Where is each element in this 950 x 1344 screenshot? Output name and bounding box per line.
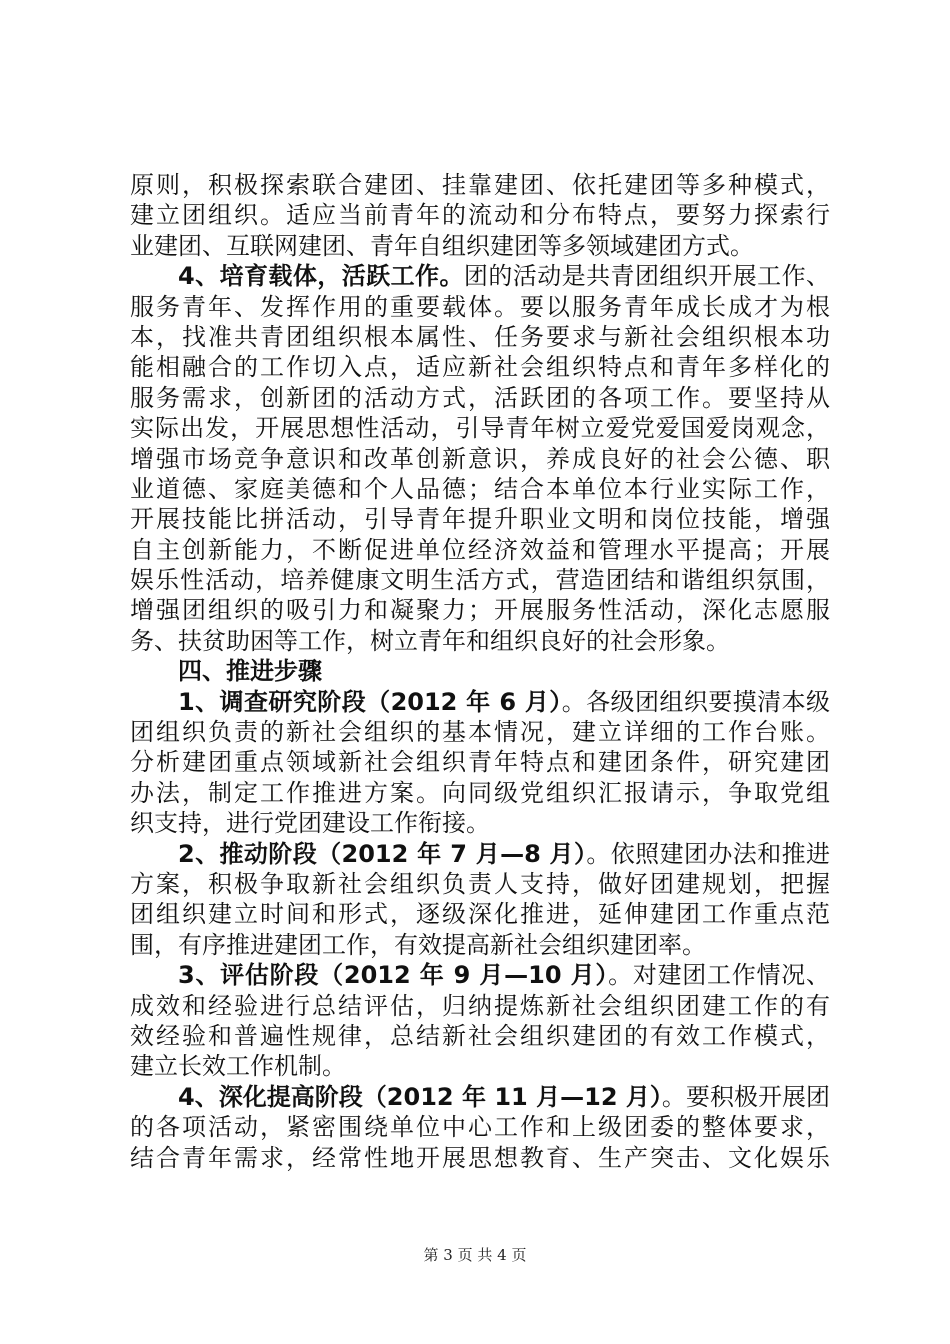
paragraph-heading: 4、培育载体，活跃工作。 (178, 262, 464, 291)
text-line (130, 839, 830, 869)
paragraph-step-2 (130, 839, 830, 961)
text-line: 增强市场竞争意识和改革创新意识，养成良好的社会公德、职 (130, 444, 830, 473)
text-run: 团的活动是共青团组织开展工作、 (463, 262, 831, 291)
text-line: 织支持，进行党团建设工作衔接。 (130, 809, 490, 838)
text-line: 增强团组织的吸引力和凝聚力；开展服务性活动，深化志愿服 (130, 596, 830, 625)
text-line (130, 687, 830, 717)
paragraph-2 (130, 261, 830, 656)
text-line: 建立团组织。适应当前青年的流动和分布特点，要努力探索行 (130, 201, 830, 230)
text-run: 。对建团工作情况、 (608, 961, 831, 990)
text-line: 务、扶贫助困等工作，树立青年和组织良好的社会形象。 (130, 626, 730, 655)
text-line: 分析建团重点领域新社会组织青年特点和建团条件，研究建团 (130, 748, 830, 777)
paragraph-heading: 3、评估阶段（2012 年 9 月—10 月） (178, 961, 609, 990)
text-line: 本，找准共青团组织根本属性、任务要求与新社会组织根本功 (130, 322, 830, 351)
paragraph-step-4 (130, 1082, 830, 1173)
page-footer (0, 1244, 950, 1265)
text-line: 效经验和普遍性规律，总结新社会组织建团的有效工作模式， (130, 1021, 830, 1050)
paragraph-step-1 (130, 687, 830, 839)
text-line: 结合青年需求，经常性地开展思想教育、生产突击、文化娱乐 (130, 1143, 830, 1172)
paragraph-heading: 1、调查研究阶段（2012 年 6 月） (178, 687, 562, 716)
text-line (130, 261, 830, 291)
text-line: 团组织负责的新社会组织的基本情况，建立详细的工作台账。 (130, 718, 830, 747)
text-line: 围，有序推进建团工作，有效提高新社会组织建团率。 (130, 930, 706, 959)
text-line: 原则，积极探索联合建团、挂靠建团、依托建团等多种模式， (130, 171, 830, 199)
text-line: 开展技能比拼活动，引导青年提升职业文明和岗位技能，增强 (130, 505, 830, 534)
text-line: 服务需求，创新团的活动方式，活跃团的各项工作。要坚持从 (130, 383, 830, 412)
text-run: 。要积极开展团 (661, 1082, 830, 1111)
text-run: 。依照建团办法和推进 (586, 839, 831, 868)
paragraph-heading: 2、推动阶段（2012 年 7 月—8 月） (178, 839, 587, 868)
text-line: 方案，积极争取新社会组织负责人支持，做好团建规划，把握 (130, 869, 830, 898)
text-line (130, 1082, 830, 1112)
text-line: 自主创新能力，不断促进单位经济效益和管理水平提高；开展 (130, 535, 830, 564)
text-line: 的各项活动，紧密围绕单位中心工作和上级团委的整体要求， (130, 1113, 830, 1142)
text-line: 成效和经验进行总结评估，归纳提炼新社会组织团建工作的有 (130, 991, 830, 1020)
text-line (130, 960, 830, 990)
text-line: 服务青年、发挥作用的重要载体。要以服务青年成长成才为根 (130, 292, 830, 321)
paragraph-step-3 (130, 960, 830, 1082)
text-line: 能相融合的工作切入点，适应新社会组织特点和青年多样化的 (130, 353, 830, 382)
paragraph-heading: 4、深化提高阶段（2012 年 11 月—12 月） (178, 1082, 662, 1111)
text-line: 团组织建立时间和形式，逐级深化推进，延伸建团工作重点范 (130, 900, 830, 929)
text-line: 实际出发，开展思想性活动，引导青年树立爱党爱国爱岗观念， (130, 414, 830, 443)
text-line: 办法，制定工作推进方案。向同级党组织汇报请示，争取党组 (130, 778, 830, 807)
section-title: 四、推进步骤 (178, 657, 322, 686)
page-number: 第 3 页 共 4 页 (423, 1246, 527, 1264)
section-heading (130, 656, 830, 686)
text-line: 业建团、互联网建团、青年自组织建团等多领域建团方式。 (130, 231, 754, 260)
text-line: 业道德、家庭美德和个人品德；结合本单位本行业实际工作， (130, 474, 830, 503)
text-line: 建立长效工作机制。 (130, 1052, 346, 1081)
text-run: 。各级团组织要摸清本级 (561, 687, 830, 716)
text-line: 娱乐性活动，培养健康文明生活方式，营造团结和谐组织氛围， (130, 566, 830, 595)
document-body (130, 170, 830, 1173)
paragraph-1 (130, 170, 830, 261)
